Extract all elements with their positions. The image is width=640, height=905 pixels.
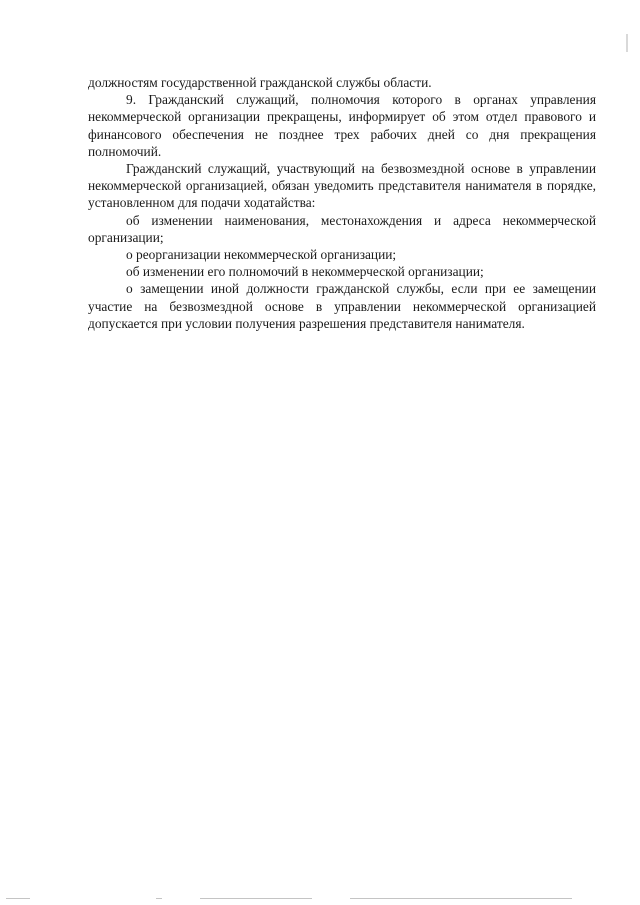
scan-edge-mark [626, 34, 628, 52]
paragraph-2: 9. Гражданский служащий, полномочия которого в органах управления некоммерческой организации прекращены, информирует об этом отдел правового и финансового обеспечения не позднее трех рабочих дней со дня прекращения полномочий. [88, 92, 596, 159]
scan-artifact-line [6, 898, 30, 899]
paragraph-1: должностям государственной гражданской службы области. [88, 75, 432, 90]
paragraph-4: об изменении наименования, местонахождения и адреса некоммерческой организации; [88, 212, 596, 245]
paragraph-5: о реорганизации некоммерческой организации; [126, 247, 397, 263]
scan-artifact-line [200, 898, 312, 899]
paragraph-6: об изменении его полномочий в некоммерческой организации; [126, 264, 484, 280]
document-body [88, 74, 596, 332]
scan-artifact-line [350, 898, 572, 899]
paragraph-7: о замещении иной должности гражданской службы, если при ее замещении участие на безвозмездной основе в управлении некоммерческой организацией допускается при условии получения разрешения представителя нанимателя. [88, 281, 596, 331]
scan-artifact-line [156, 898, 162, 899]
paragraph-3: Гражданский служащий, участвующий на безвозмездной основе в управлении некоммерческой организацией, обязан уведомить представителя нанимателя в порядке, установленном для подачи ходатайства: [88, 161, 596, 211]
